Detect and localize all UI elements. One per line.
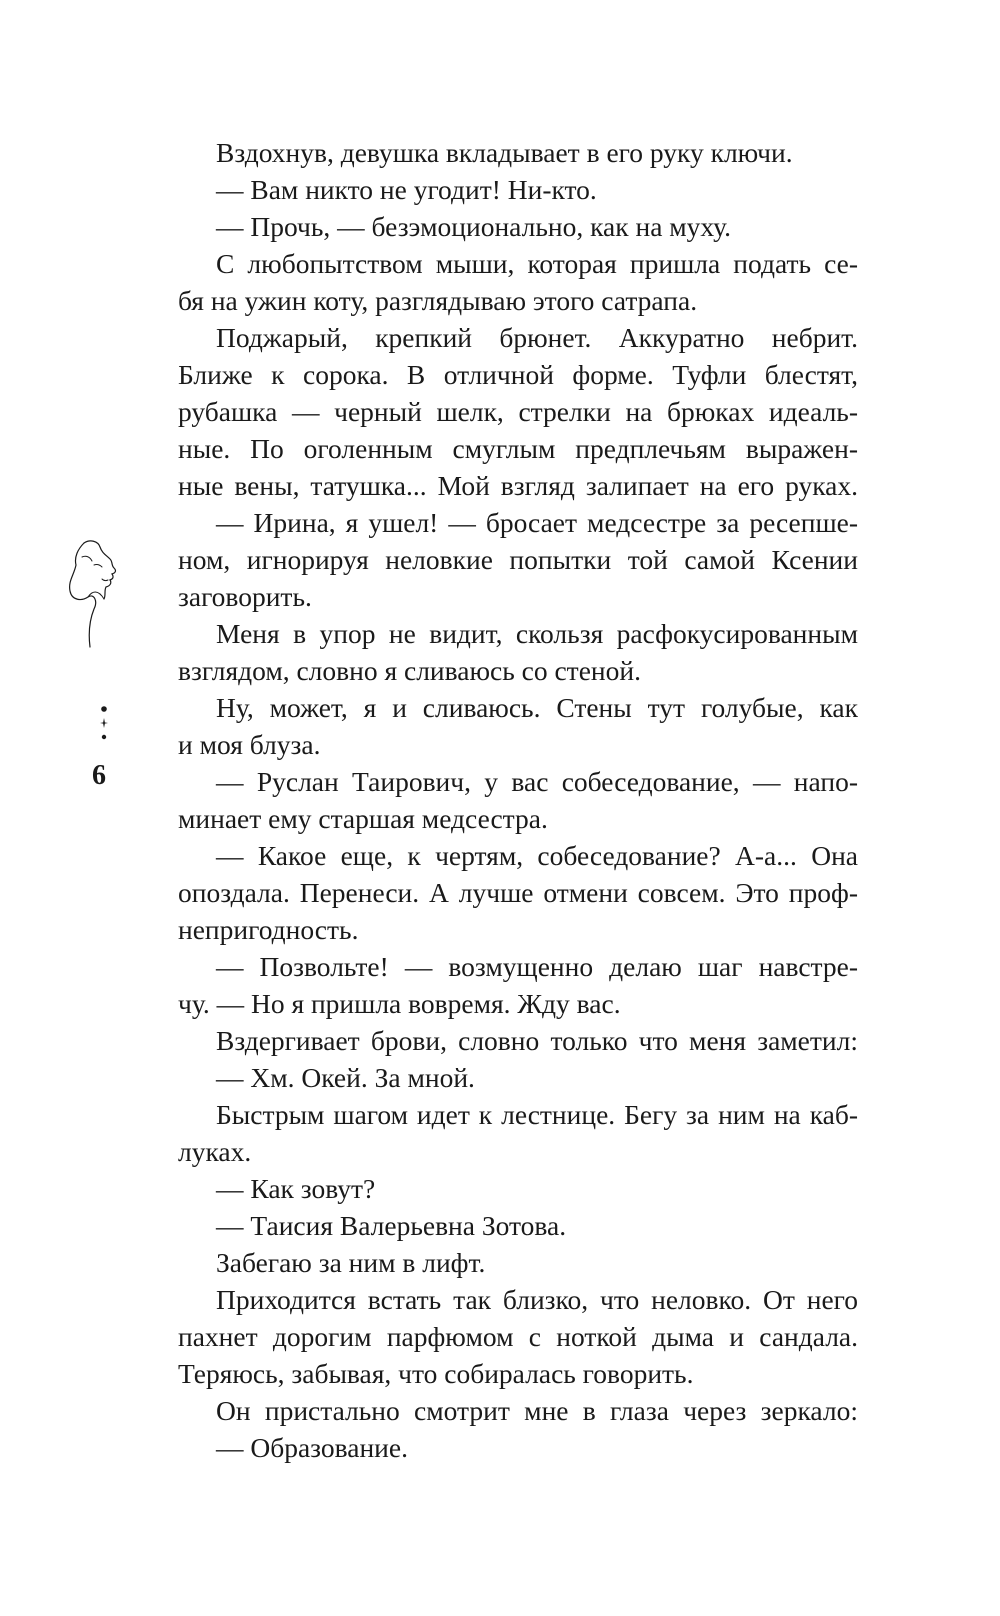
text-line: заговорить. (178, 581, 312, 612)
text-line: бя на ужин коту, разглядываю этого сатрапа. (178, 285, 698, 316)
text-line: чу. — Но я пришла вовремя. Жду вас. (178, 988, 621, 1019)
text-line: взглядом, словно я сливаюсь со стеной. (178, 655, 641, 686)
text-line: рубашка — черный шелк, стрелки на брюках идеаль- (178, 396, 858, 427)
text-line: — Позвольте! — возмущенно делаю шаг навстре- (216, 951, 858, 982)
text-line: Приходится встать так близко, что неловко. От него (216, 1284, 858, 1315)
text-line: Забегаю за ним в лифт. (216, 1247, 486, 1278)
dots-ornament-icon (97, 705, 111, 745)
text-line: Он пристально смотрит мне в глаза через зеркало: (216, 1395, 858, 1426)
text-line: — Таисия Валерьевна Зотова. (216, 1210, 567, 1241)
text-line: опоздала. Перенеси. А лучше отмени совсем. Это проф- (178, 877, 858, 908)
text-line: Вздергивает брови, словно только что меня заметил: (216, 1025, 858, 1056)
text-line: луках. (178, 1136, 252, 1167)
text-line: минает ему старшая медсестра. (178, 803, 548, 834)
text-line: Ближе к сорока. В отличной форме. Туфли блестят, (178, 359, 858, 390)
text-line: ном, игнорируя неловкие попытки той самой Ксении (178, 544, 858, 575)
text-line: — Руслан Таирович, у вас собеседование, — напо- (216, 766, 858, 797)
page-number: 6 (92, 760, 106, 791)
text-line: Поджарый, крепкий брюнет. Аккуратно небрит. (216, 322, 858, 353)
text-line: — Вам никто не угодит! Ни-кто. (216, 174, 597, 205)
text-line: Меня в упор не видит, скользя расфокусированным (216, 618, 858, 649)
text-line: — Какое еще, к чертям, собеседование? А-а... Она (216, 840, 858, 871)
text-line: и моя блуза. (178, 729, 321, 760)
text-line: — Образование. (216, 1432, 408, 1463)
text-line: ные вены, татушка... Мой взгляд залипает на его руках. (178, 470, 858, 501)
text-line: Ну, может, я и сливаюсь. Стены тут голубые, как (216, 692, 858, 723)
text-line: ные. По оголенным смуглым предплечьям выражен- (178, 433, 858, 464)
text-line: непригодность. (178, 914, 359, 945)
face-profile-ornament-icon (64, 535, 134, 650)
text-line: Быстрым шагом идет к лестнице. Бегу за ним на каб- (216, 1099, 858, 1130)
text-line: С любопытством мыши, которая пришла подать се- (216, 248, 858, 279)
text-line: — Как зовут? (216, 1173, 376, 1204)
text-line: пахнет дорогим парфюмом с ноткой дыма и сандала. (178, 1321, 858, 1352)
text-line: — Ирина, я ушел! — бросает медсестре за ресепше- (216, 507, 858, 538)
text-line: Вздохнув, девушка вкладывает в его руку ключи. (216, 137, 793, 168)
text-line: — Прочь, — безэмоционально, как на муху. (216, 211, 732, 242)
body-text (178, 134, 858, 1466)
text-line: — Хм. Окей. За мной. (216, 1062, 475, 1093)
text-line: Теряюсь, забывая, что собиралась говорить. (178, 1358, 694, 1389)
